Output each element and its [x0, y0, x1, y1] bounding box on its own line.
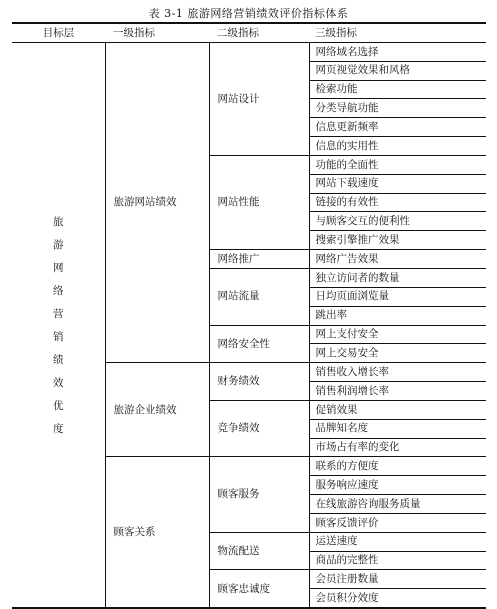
level2-cell: 财务绩效: [209, 363, 309, 401]
level3-cell: 分类导航功能: [309, 99, 486, 118]
table-header-row: [12, 23, 486, 42]
level3-cell: 功能的全面性: [309, 155, 486, 174]
level3-cell: 网上交易安全: [309, 344, 486, 363]
level3-cell: 促销效果: [309, 400, 486, 419]
level3-cell: 网页视觉效果和风格: [309, 61, 486, 80]
indicator-table: [12, 22, 486, 609]
level2-cell: 物流配送: [209, 532, 309, 570]
goal-layer-cell: [12, 42, 105, 608]
level3-cell: 运送速度: [309, 532, 486, 551]
level3-cell: 在线旅游咨询服务质量: [309, 495, 486, 514]
level1-cell: 旅游企业绩效: [105, 363, 209, 457]
level3-cell: 检索功能: [309, 80, 486, 99]
level3-cell: 网络域名选择: [309, 42, 486, 61]
level3-cell: 销售利润增长率: [309, 382, 486, 401]
level3-cell: 网站下载速度: [309, 174, 486, 193]
goal-char: 绩: [53, 353, 64, 366]
level1-cell: 顾客关系: [105, 457, 209, 608]
level3-cell: 跳出率: [309, 306, 486, 325]
level3-cell: 网上支付安全: [309, 325, 486, 344]
header-level2: 二级指标: [209, 23, 309, 42]
level3-cell: 搜索引擎推广效果: [309, 231, 486, 250]
level3-cell: 市场占有率的变化: [309, 438, 486, 457]
level2-cell: 网络安全性: [209, 325, 309, 363]
level3-cell: 信息更新频率: [309, 118, 486, 137]
level2-cell: 顾客服务: [209, 457, 309, 532]
level3-cell: 销售收入增长率: [309, 363, 486, 382]
header-level3: 三级指标: [309, 23, 486, 42]
table-caption: 表 3-1 旅游网络营销绩效评价指标体系: [148, 7, 349, 20]
level3-cell: 日均页面浏览量: [309, 287, 486, 306]
goal-char: 营: [53, 307, 64, 320]
header-level1: 一级指标: [105, 23, 209, 42]
level3-cell: 会员注册数量: [309, 570, 486, 589]
goal-char: 优: [53, 399, 64, 412]
level2-cell: 网络推广: [209, 250, 309, 269]
goal-char: 游: [53, 238, 64, 251]
level2-cell: 顾客忠诚度: [209, 570, 309, 608]
table-body: [12, 42, 486, 608]
level3-cell: 信息的实用性: [309, 137, 486, 156]
goal-char: 度: [53, 422, 64, 435]
level2-cell: 网站设计: [209, 42, 309, 155]
goal-char: 旅: [53, 215, 64, 228]
header-goal: 目标层: [12, 23, 105, 42]
level2-cell: 竞争绩效: [209, 400, 309, 457]
table-row: [12, 42, 486, 61]
level3-cell: 与顾客交互的便利性: [309, 212, 486, 231]
level3-cell: 顾客反馈评价: [309, 513, 486, 532]
level3-cell: 链接的有效性: [309, 193, 486, 212]
level3-cell: 独立访问者的数量: [309, 268, 486, 287]
goal-char: 销: [53, 330, 64, 343]
level1-cell: 旅游网站绩效: [105, 42, 209, 362]
goal-char: 效: [53, 376, 64, 389]
level3-cell: 商品的完整性: [309, 551, 486, 570]
goal-char: 络: [53, 284, 64, 297]
level2-cell: 网站性能: [209, 155, 309, 249]
goal-char: 网: [53, 261, 64, 274]
level3-cell: 服务响应速度: [309, 476, 486, 495]
level3-cell: 品牌知名度: [309, 419, 486, 438]
level3-cell: 联系的方便度: [309, 457, 486, 476]
level3-cell: 会员积分效度: [315, 591, 379, 604]
level2-cell: 网站流量: [209, 268, 309, 325]
level3-cell: 网络广告效果: [309, 250, 486, 269]
